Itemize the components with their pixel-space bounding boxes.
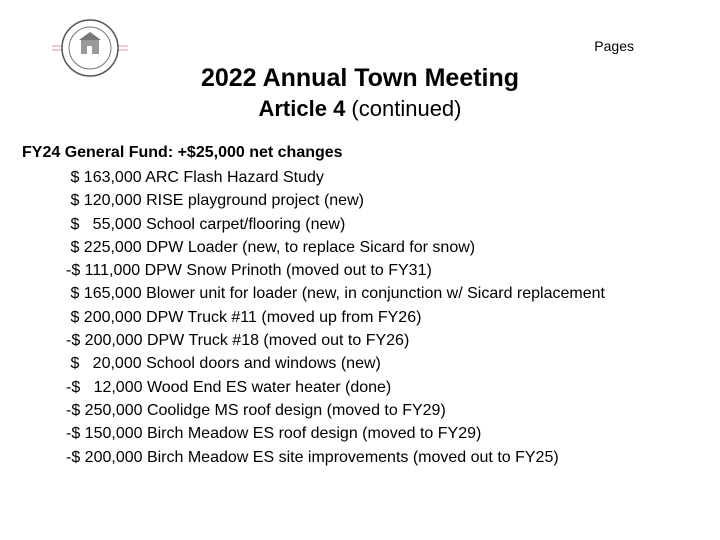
list-item: $ 200,000 DPW Truck #11 (moved up from FY26) — [66, 308, 422, 326]
pages-label: Pages — [594, 38, 634, 54]
slide-subtitle — [0, 96, 720, 122]
list-item: $ 163,000 ARC Flash Hazard Study — [66, 169, 324, 186]
list-item: $ 225,000 DPW Loader (new, to replace Sicard for snow) — [66, 238, 476, 256]
list-item: -$ 12,000 Wood End ES water heater (done) — [66, 378, 392, 396]
section-heading: FY24 General Fund: +$25,000 net changes — [22, 144, 343, 161]
subtitle-continued: (continued) — [345, 96, 462, 121]
list-item: $ 55,000 School carpet/flooring (new) — [66, 215, 346, 233]
change-list — [66, 166, 605, 469]
list-item: $ 120,000 RISE playground project (new) — [66, 192, 364, 210]
list-item: -$ 200,000 DPW Truck #18 (moved out to FY26) — [66, 332, 410, 350]
list-item: $ 20,000 School doors and windows (new) — [66, 355, 381, 373]
list-item: -$ 150,000 Birch Meadow ES roof design (moved to FY29) — [66, 425, 482, 443]
slide-title: 2022 Annual Town Meeting — [200, 64, 520, 92]
list-item: -$ 200,000 Birch Meadow ES site improvements (moved out to FY25) — [66, 448, 559, 466]
subtitle-article: Article 4 — [258, 96, 346, 121]
list-item: -$ 250,000 Coolidge MS roof design (moved to FY29) — [66, 401, 446, 419]
list-item: -$ 111,000 DPW Snow Prinoth (moved out to FY31) — [66, 262, 432, 280]
list-item: $ 165,000 Blower unit for loader (new, in conjunction w/ Sicard replacement — [66, 285, 605, 303]
